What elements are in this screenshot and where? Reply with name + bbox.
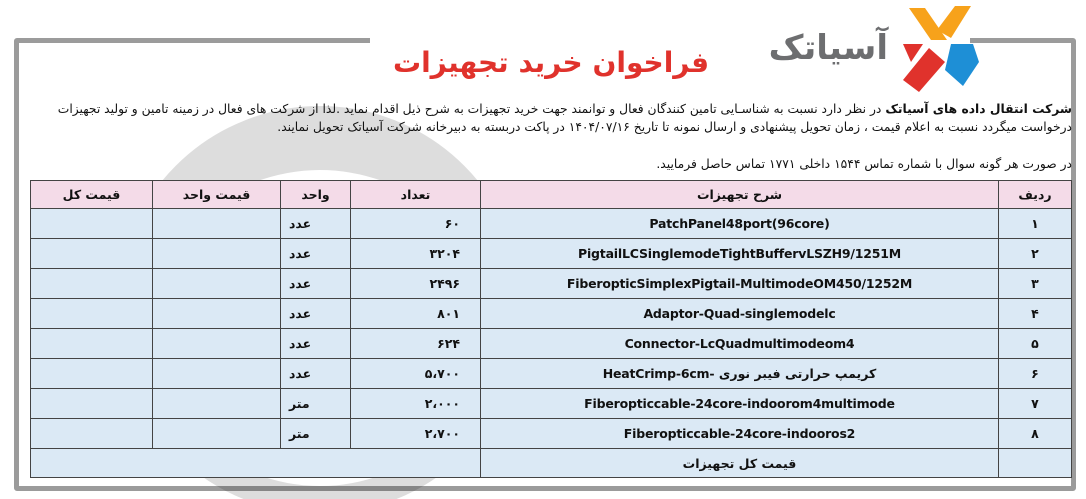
row-description: PigtailLCSinglemodeTightBuffervLSZH9/1251M	[481, 239, 999, 269]
row-description: کریمپ حرارتی فیبر نوری -HeatCrimp-6cm	[481, 359, 999, 389]
company-name: شرکت انتقال داده های آسیاتک	[885, 102, 1072, 116]
row-unit-price[interactable]	[153, 359, 281, 389]
row-number: ۲	[999, 239, 1072, 269]
row-description: Connector-LcQuadmultimodeom4	[481, 329, 999, 359]
logo-text: آسیاتک	[768, 28, 888, 68]
row-unit: عدد	[281, 299, 351, 329]
row-quantity: ۲۴۹۶	[351, 269, 481, 299]
row-unit-price[interactable]	[153, 239, 281, 269]
table-header-row	[31, 181, 1072, 209]
row-unit-price[interactable]	[153, 299, 281, 329]
row-description: Fiberopticcable-24core-indoorom4multimode	[481, 389, 999, 419]
row-number: ۵	[999, 329, 1072, 359]
total-row	[31, 449, 1072, 478]
row-total-price[interactable]	[31, 389, 153, 419]
row-quantity: ۲،۷۰۰	[351, 419, 481, 449]
table-row	[31, 359, 1072, 389]
row-number: ۴	[999, 299, 1072, 329]
table-row	[31, 389, 1072, 419]
row-number: ۸	[999, 419, 1072, 449]
row-unit-price[interactable]	[153, 269, 281, 299]
header-total-price: قیمت کل	[31, 181, 153, 209]
row-unit-price[interactable]	[153, 419, 281, 449]
row-unit: متر	[281, 419, 351, 449]
row-unit-price[interactable]	[153, 389, 281, 419]
row-unit: عدد	[281, 359, 351, 389]
header-description: شرح تجهیزات	[481, 181, 999, 209]
row-unit: عدد	[281, 209, 351, 239]
row-total-price[interactable]	[31, 269, 153, 299]
row-unit: عدد	[281, 269, 351, 299]
row-unit: عدد	[281, 329, 351, 359]
row-total-price[interactable]	[31, 299, 153, 329]
intro-paragraph	[22, 100, 1072, 136]
row-quantity: ۸۰۱	[351, 299, 481, 329]
header-quantity: تعداد	[351, 181, 481, 209]
brand-logo	[718, 0, 988, 96]
row-unit-price[interactable]	[153, 209, 281, 239]
equipment-table	[30, 180, 1072, 478]
table-row	[31, 299, 1072, 329]
row-description: Fiberopticcable-24core-indooros2	[481, 419, 999, 449]
table-row	[31, 269, 1072, 299]
row-total-price[interactable]	[31, 329, 153, 359]
asiatech-x-icon	[893, 0, 983, 96]
row-total-price[interactable]	[31, 359, 153, 389]
row-unit: متر	[281, 389, 351, 419]
row-quantity: ۵،۷۰۰	[351, 359, 481, 389]
row-unit-price[interactable]	[153, 329, 281, 359]
row-quantity: ۶۰	[351, 209, 481, 239]
row-total-price[interactable]	[31, 209, 153, 239]
row-quantity: ۶۲۴	[351, 329, 481, 359]
row-number: ۷	[999, 389, 1072, 419]
header-row-number: ردیف	[999, 181, 1072, 209]
row-number: ۳	[999, 269, 1072, 299]
total-value[interactable]	[31, 449, 481, 478]
row-quantity: ۳۲۰۴	[351, 239, 481, 269]
table-row	[31, 329, 1072, 359]
row-description: Adaptor-Quad-singlemodelc	[481, 299, 999, 329]
total-spacer	[999, 449, 1072, 478]
intro-text: در نظر دارد نسبت به شناسـایی تامین کنندگان فعال و توانمند جهت خرید تجهیزات به شرح ذیل اقدام نماید .لذا از شرکت های فعال در زمینه تامین و تولید تجهیزات درخواست میگردد نسبت به اعلام قیمت ، زمان تحویل پیشنهادی و ارسال نمونه تا تاریخ ۱۴۰۴/۰۷/۱۶ در پاکت دربسته به دبیرخانه شرکت آسیاتک تحویل نمایند.	[57, 102, 1072, 134]
table-row	[31, 419, 1072, 449]
row-description: PatchPanel48port(96core)	[481, 209, 999, 239]
header-unit-price: قیمت واحد	[153, 181, 281, 209]
contact-line: در صورت هر گونه سوال با شماره تماس ۱۵۴۴ داخلی ۱۷۷۱ تماس حاصل فرمایید.	[656, 157, 1072, 171]
table-row	[31, 209, 1072, 239]
row-total-price[interactable]	[31, 239, 153, 269]
row-number: ۶	[999, 359, 1072, 389]
row-unit: عدد	[281, 239, 351, 269]
row-description: FiberopticSimplexPigtail-MultimodeOM450/1252M	[481, 269, 999, 299]
row-number: ۱	[999, 209, 1072, 239]
total-label: قیمت کل تجهیزات	[481, 449, 999, 478]
page-title: فراخوان خرید تجهیزات	[392, 46, 710, 79]
row-total-price[interactable]	[31, 419, 153, 449]
table-row	[31, 239, 1072, 269]
header-unit: واحد	[281, 181, 351, 209]
row-quantity: ۲،۰۰۰	[351, 389, 481, 419]
